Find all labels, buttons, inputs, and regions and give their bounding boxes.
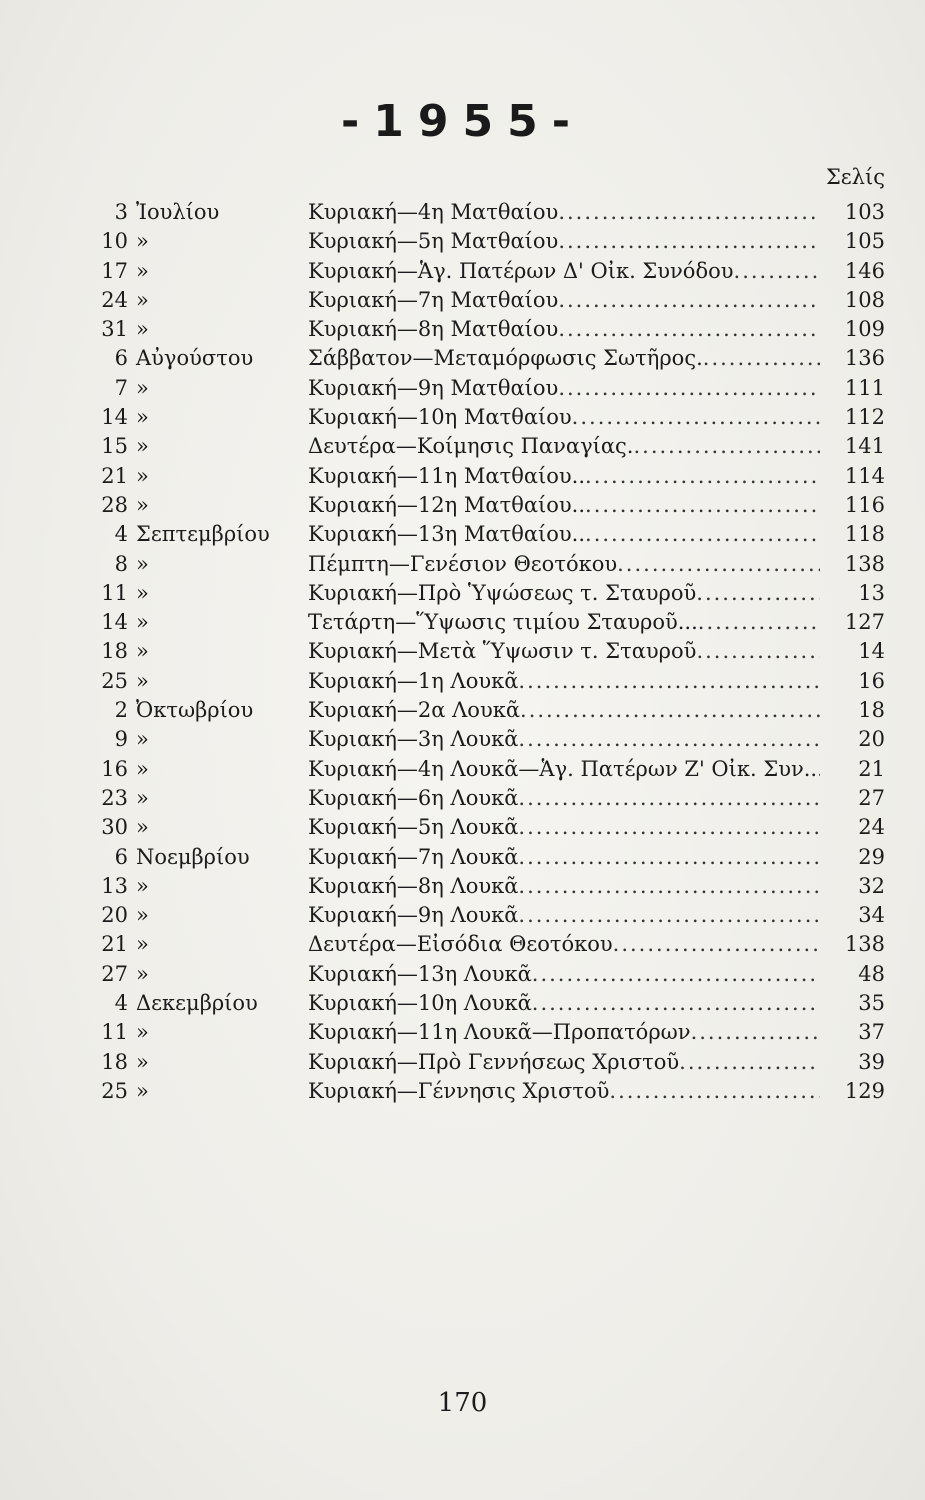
entry-title: Κυριακή—Γέννησις Χριστοῦ	[308, 1078, 610, 1103]
index-row	[0, 550, 925, 579]
entry-day: 15	[101, 434, 128, 459]
entry-day: 25	[101, 668, 128, 693]
dot-leader	[558, 227, 820, 256]
entry-month: »	[136, 903, 149, 928]
dot-leader	[613, 930, 820, 959]
entry-day: 14	[101, 405, 128, 430]
entry-page: 114	[844, 463, 885, 488]
entry-description	[308, 1077, 820, 1106]
entry-title: Κυριακή—10η Λουκᾶ	[308, 991, 532, 1016]
entry-day: 9	[114, 727, 128, 752]
entry-page: 118	[844, 522, 885, 547]
entry-description	[308, 960, 820, 989]
entry-description	[308, 667, 820, 696]
entry-page: 146	[844, 258, 885, 283]
entry-description	[308, 550, 820, 579]
entry-description	[308, 755, 820, 784]
entry-description	[308, 374, 820, 403]
index-row	[0, 755, 925, 784]
index-row	[0, 725, 925, 754]
page-number: 170	[437, 1388, 488, 1418]
entry-description	[308, 930, 820, 959]
dot-leader	[609, 1077, 820, 1106]
entry-day: 8	[114, 551, 128, 576]
index-row	[0, 667, 925, 696]
entry-month: »	[136, 287, 149, 312]
entry-title: Κυριακή—4η Λουκᾶ—Ἁγ. Πατέρων Ζ' Οἰκ. Συν..	[308, 756, 818, 781]
entry-description	[308, 843, 820, 872]
entry-month: »	[136, 492, 149, 517]
index-row	[0, 579, 925, 608]
entry-day: 28	[101, 492, 128, 517]
entry-month: »	[136, 932, 149, 957]
entry-page: 136	[844, 346, 885, 371]
dot-leader	[532, 989, 820, 1018]
entry-description	[308, 462, 820, 491]
dot-leader	[585, 491, 820, 520]
entry-title: Κυριακή—13η Ματθαίου..	[308, 522, 586, 547]
entry-month: »	[136, 1078, 149, 1103]
index-row	[0, 491, 925, 520]
entry-page: 112	[844, 405, 885, 430]
entry-page: 141	[844, 434, 885, 459]
entry-title: Κυριακή—2α Λουκᾶ	[308, 698, 521, 723]
dot-leader	[734, 257, 820, 286]
entry-title: Δευτέρα—Κοίμησις Παναγίας.	[308, 434, 634, 459]
entry-month: »	[136, 258, 149, 283]
entry-day: 23	[101, 785, 128, 810]
entry-month: »	[136, 580, 149, 605]
entry-day: 4	[114, 991, 128, 1016]
entry-page: 29	[858, 844, 885, 869]
entry-month: »	[136, 639, 149, 664]
entry-page: 111	[844, 375, 885, 400]
entry-page: 20	[858, 727, 885, 752]
entry-description	[308, 608, 820, 637]
index-row	[0, 520, 925, 549]
entry-description	[308, 901, 820, 930]
index-list	[0, 198, 925, 1106]
entry-description	[308, 784, 820, 813]
entry-month: Ὀκτωβρίου	[136, 698, 254, 723]
index-row	[0, 374, 925, 403]
entry-day: 11	[101, 1020, 128, 1045]
entry-description	[308, 579, 820, 608]
entry-title: Πέμπτη—Γενέσιον Θεοτόκου	[308, 551, 618, 576]
entry-title: Κυριακή—Πρὸ Ὑψώσεως τ. Σταυροῦ	[308, 580, 697, 605]
entry-month: »	[136, 785, 149, 810]
entry-day: 16	[101, 756, 128, 781]
entry-page: 129	[844, 1078, 885, 1103]
entry-description	[308, 520, 820, 549]
entry-title: Τετάρτη—Ὕψωσις τιμίου Σταυροῦ...	[308, 610, 698, 635]
index-row	[0, 843, 925, 872]
index-row	[0, 1018, 925, 1047]
entry-title: Κυριακή—7η Ματθαίου	[308, 287, 559, 312]
index-row	[0, 696, 925, 725]
entry-month: »	[136, 551, 149, 576]
entry-month: »	[136, 405, 149, 430]
entry-page: 105	[844, 229, 885, 254]
entry-day: 21	[101, 932, 128, 957]
entry-title: Κυριακή—13η Λουκᾶ	[308, 961, 532, 986]
dot-leader	[703, 344, 820, 373]
entry-title: Κυριακή—Πρὸ Γεννήσεως Χριστοῦ	[308, 1049, 680, 1074]
entry-month: »	[136, 463, 149, 488]
dot-leader	[518, 667, 820, 696]
entry-page: 108	[844, 287, 885, 312]
dot-leader	[558, 198, 820, 227]
entry-page: 39	[858, 1049, 885, 1074]
entry-day: 30	[101, 815, 128, 840]
entry-title: Κυριακή—8η Ματθαίου	[308, 317, 559, 342]
entry-month: »	[136, 1049, 149, 1074]
entry-month: »	[136, 1020, 149, 1045]
entry-month: Ἰουλίου	[136, 200, 220, 224]
entry-description	[308, 286, 820, 315]
dot-leader	[633, 432, 820, 461]
entry-day: 14	[101, 610, 128, 635]
entry-description	[308, 432, 820, 461]
dot-leader	[518, 784, 820, 813]
index-row	[0, 637, 925, 666]
dot-leader	[518, 813, 820, 842]
page-column-header: Σελίς	[825, 165, 885, 189]
entry-month: »	[136, 610, 149, 635]
dot-leader	[518, 901, 820, 930]
dot-leader	[520, 696, 820, 725]
index-row	[0, 960, 925, 989]
entry-day: 25	[101, 1078, 128, 1103]
entry-day: 11	[101, 580, 128, 605]
entry-page: 138	[844, 551, 885, 576]
entry-month: Δεκεμβρίου	[136, 991, 258, 1016]
entry-month: »	[136, 727, 149, 752]
index-row	[0, 344, 925, 373]
entry-title: Κυριακή—1η Λουκᾶ	[308, 668, 519, 693]
entry-title: Κυριακή—5η Λουκᾶ	[308, 815, 519, 840]
entry-title: Κυριακή—9η Λουκᾶ	[308, 903, 519, 928]
entry-day: 6	[114, 844, 128, 869]
entry-month: Νοεμβρίου	[136, 844, 250, 869]
dot-leader	[518, 843, 820, 872]
entry-description	[308, 872, 820, 901]
entry-page: 127	[844, 610, 885, 635]
entry-description	[308, 227, 820, 256]
entry-day: 13	[101, 873, 128, 898]
index-row	[0, 227, 925, 256]
entry-page: 32	[858, 873, 885, 898]
entry-day: 27	[101, 961, 128, 986]
dot-leader	[518, 872, 820, 901]
entry-description	[308, 315, 820, 344]
dot-leader	[558, 374, 820, 403]
entry-description	[308, 696, 820, 725]
entry-month: Σεπτεμβρίου	[136, 522, 270, 547]
dot-leader	[617, 550, 820, 579]
entry-page: 37	[858, 1020, 885, 1045]
dot-leader	[518, 725, 820, 754]
index-row	[0, 462, 925, 491]
entry-page: 109	[844, 317, 885, 342]
entry-month: »	[136, 815, 149, 840]
index-row	[0, 608, 925, 637]
entry-day: 3	[114, 200, 128, 224]
entry-day: 4	[114, 522, 128, 547]
entry-day: 18	[101, 1049, 128, 1074]
entry-description	[308, 989, 820, 1018]
entry-month: Αὐγούστου	[136, 346, 254, 371]
index-row	[0, 286, 925, 315]
entry-description	[308, 1048, 820, 1077]
entry-page: 18	[858, 698, 885, 723]
entry-title: Κυριακή—Ἁγ. Πατέρων Δ' Οἰκ. Συνόδου	[308, 258, 734, 283]
entry-title: Δευτέρα—Εἰσόδια Θεοτόκου	[308, 932, 613, 957]
entry-month: »	[136, 668, 149, 693]
entry-page: 24	[858, 815, 885, 840]
entry-title: Κυριακή—9η Ματθαίου	[308, 375, 559, 400]
dot-leader	[558, 315, 820, 344]
index-row	[0, 901, 925, 930]
index-row	[0, 198, 925, 227]
entry-title: Κυριακή—4η Ματθαίου	[308, 200, 559, 224]
dot-leader	[696, 579, 820, 608]
entry-day: 7	[114, 375, 128, 400]
dot-leader	[558, 286, 820, 315]
entry-description	[308, 344, 820, 373]
entry-description	[308, 637, 820, 666]
dot-leader	[698, 608, 820, 637]
dot-leader	[532, 960, 820, 989]
entry-month: »	[136, 873, 149, 898]
entry-description	[308, 725, 820, 754]
entry-page: 138	[844, 932, 885, 957]
index-row	[0, 872, 925, 901]
entry-page: 13	[858, 580, 885, 605]
dot-leader	[679, 1048, 820, 1077]
entry-description	[308, 491, 820, 520]
entry-page: 48	[858, 961, 885, 986]
entry-title: Κυριακή—12η Ματθαίου..	[308, 492, 586, 517]
entry-title: Κυριακή—8η Λουκᾶ	[308, 873, 519, 898]
index-row	[0, 403, 925, 432]
dot-leader	[572, 403, 820, 432]
entry-description	[308, 198, 820, 227]
entry-month: »	[136, 317, 149, 342]
entry-page: 14	[858, 639, 885, 664]
entry-day: 21	[101, 463, 128, 488]
index-row	[0, 257, 925, 286]
entry-day: 2	[114, 698, 128, 723]
dot-leader	[585, 520, 820, 549]
entry-day: 20	[101, 903, 128, 928]
index-row	[0, 813, 925, 842]
index-row	[0, 432, 925, 461]
index-row	[0, 989, 925, 1018]
index-row	[0, 1048, 925, 1077]
entry-description	[308, 257, 820, 286]
entry-page: 103	[844, 200, 885, 224]
dot-leader	[585, 462, 820, 491]
entry-page: 35	[858, 991, 885, 1016]
entry-title: Κυριακή—3η Λουκᾶ	[308, 727, 519, 752]
index-row	[0, 930, 925, 959]
index-row	[0, 784, 925, 813]
dot-leader	[696, 637, 820, 666]
entry-title: Κυριακή—10η Ματθαίου	[308, 405, 572, 430]
entry-month: »	[136, 229, 149, 254]
index-row	[0, 315, 925, 344]
index-row	[0, 1077, 925, 1106]
entry-title: Κυριακή—11η Ματθαίου..	[308, 463, 586, 488]
entry-page: 21	[858, 756, 885, 781]
dot-leader	[817, 755, 820, 784]
entry-title: Κυριακή—11η Λουκᾶ—Προπατόρων	[308, 1020, 691, 1045]
entry-month: »	[136, 961, 149, 986]
entry-description	[308, 1018, 820, 1047]
entry-day: 17	[101, 258, 128, 283]
entry-description	[308, 813, 820, 842]
entry-description	[308, 403, 820, 432]
entry-day: 31	[101, 317, 128, 342]
entry-page: 34	[858, 903, 885, 928]
entry-day: 24	[101, 287, 128, 312]
entry-page: 27	[858, 785, 885, 810]
entry-title: Κυριακή—Μετὰ Ὕψωσιν τ. Σταυροῦ	[308, 639, 697, 664]
dot-leader	[691, 1018, 820, 1047]
entry-day: 6	[114, 346, 128, 371]
entry-month: »	[136, 756, 149, 781]
entry-title: Σάββατον—Μεταμόρφωσις Σωτῆρος.	[308, 346, 703, 371]
entry-title: Κυριακή—6η Λουκᾶ	[308, 785, 519, 810]
entry-day: 18	[101, 639, 128, 664]
entry-month: »	[136, 375, 149, 400]
entry-title: Κυριακή—5η Ματθαίου	[308, 229, 559, 254]
entry-month: »	[136, 434, 149, 459]
year-heading: -1955-	[341, 96, 584, 147]
entry-title: Κυριακή—7η Λουκᾶ	[308, 844, 519, 869]
entry-page: 16	[858, 668, 885, 693]
entry-day: 10	[101, 229, 128, 254]
entry-page: 116	[844, 492, 885, 517]
